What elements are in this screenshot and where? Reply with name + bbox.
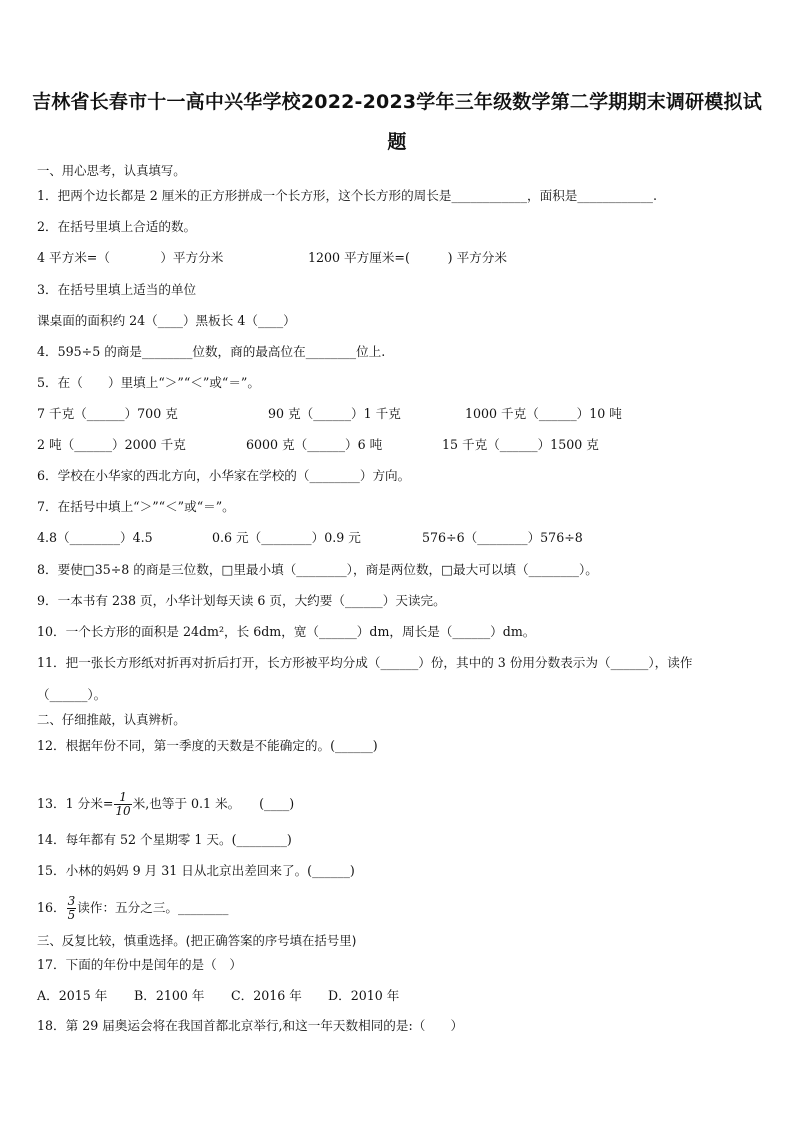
question-5-item: 1000 千克（______）10 吨 bbox=[465, 406, 622, 421]
question-9: 9．一本书有 238 页，小华计划每天读 6 页，大约要（______）天读完。 bbox=[37, 593, 446, 608]
question-7-item: 576÷6（________）576÷8 bbox=[422, 530, 583, 545]
section-1-heading: 一、用心思考，认真填写。 bbox=[37, 163, 186, 178]
question-2: 2．在括号里填上合适的数。 bbox=[37, 219, 197, 234]
question-7-item: 4.8（________）4.5 bbox=[37, 530, 153, 545]
document-title-line-2: 题 bbox=[387, 131, 407, 153]
fraction-numerator: 3 bbox=[67, 894, 76, 908]
question-5-item: 6000 克（______）6 吨 bbox=[246, 437, 383, 452]
fraction-three-fifths bbox=[67, 895, 77, 922]
question-13-text: 13．1 分米= bbox=[37, 796, 114, 811]
fraction-denominator: 10 bbox=[115, 804, 131, 818]
question-5-item: 7 千克（______）700 克 bbox=[37, 406, 178, 421]
question-16 bbox=[37, 893, 228, 923]
question-11-line-2: （______）。 bbox=[37, 687, 107, 702]
question-2-item-a: 4 平方米=（ ）平方分米 bbox=[37, 250, 224, 265]
question-12: 12．根据年份不同，第一季度的天数是不能确定的。(______) bbox=[37, 738, 378, 753]
question-5-item: 15 千克（______）1500 克 bbox=[442, 437, 599, 452]
question-5-item: 2 吨（______）2000 千克 bbox=[37, 437, 186, 452]
question-17-option-b: B．2100 年 bbox=[134, 988, 205, 1003]
question-10: 10．一个长方形的面积是 24dm²，长 6dm，宽（______）dm，周长是（______）dm。 bbox=[37, 624, 536, 639]
question-13 bbox=[37, 789, 294, 819]
question-11-line-1: 11．把一张长方形纸对折再对折后打开，长方形被平均分成（______）份，其中的 3 份用分数表示为（______），读作 bbox=[37, 655, 693, 670]
question-17-option-d: D．2010 年 bbox=[328, 988, 400, 1003]
question-3: 3．在括号里填上适当的单位 bbox=[37, 282, 197, 297]
question-6: 6．学校在小华家的西北方向，小华家在学校的（________）方向。 bbox=[37, 468, 411, 483]
question-5: 5．在（ ）里填上“＞”“＜”或“＝”。 bbox=[37, 375, 260, 390]
question-14: 14．每年都有 52 个星期零 1 天。(________) bbox=[37, 832, 292, 847]
question-13-text: 米,也等于 0.1 米。 (____) bbox=[132, 796, 295, 811]
question-1: 1．把两个边长都是 2 厘米的正方形拼成一个长方形，这个长方形的周长是____________，面积是____________. bbox=[37, 188, 657, 203]
question-4: 4．595÷5 的商是________位数，商的最高位在________位上. bbox=[37, 344, 386, 359]
question-16-text: 读作：五分之三。________ bbox=[77, 900, 229, 915]
document-title-line-1: 吉林省长春市十一高中兴华学校2022-2023学年三年级数学第二学期期末调研模拟试 bbox=[32, 91, 762, 113]
fraction-numerator: 1 bbox=[114, 791, 131, 805]
fraction-denominator: 5 bbox=[67, 908, 76, 922]
section-2-heading: 二、仔细推敲，认真辨析。 bbox=[37, 712, 186, 727]
question-17-option-a: A．2015 年 bbox=[37, 988, 108, 1003]
question-18: 18．第 29 届奥运会将在我国首都北京举行,和这一年天数相同的是:（ ） bbox=[37, 1018, 464, 1033]
question-16-text: 16． bbox=[37, 900, 66, 915]
question-17-option-c: C．2016 年 bbox=[231, 988, 302, 1003]
question-17: 17．下面的年份中是闰年的是（ ） bbox=[37, 957, 242, 972]
fraction-one-tenth bbox=[114, 791, 131, 818]
question-2-item-b: 1200 平方厘米=( ) 平方分米 bbox=[308, 250, 507, 265]
question-5-item: 90 克（______）1 千克 bbox=[268, 406, 401, 421]
question-3-item: 课桌面的面积约 24（____）黑板长 4（____） bbox=[37, 313, 296, 328]
question-8: 8．要使□35÷8 的商是三位数，□里最小填（________），商是两位数，□最大可以填（________）。 bbox=[37, 562, 598, 577]
question-7-item: 0.6 元（________）0.9 元 bbox=[212, 530, 361, 545]
section-3-heading: 三、反复比较，慎重选择。(把正确答案的序号填在括号里) bbox=[37, 933, 357, 948]
question-15: 15．小林的妈妈 9 月 31 日从北京出差回来了。(______) bbox=[37, 863, 355, 878]
question-7: 7．在括号中填上“＞”“＜”或“＝”。 bbox=[37, 499, 235, 514]
